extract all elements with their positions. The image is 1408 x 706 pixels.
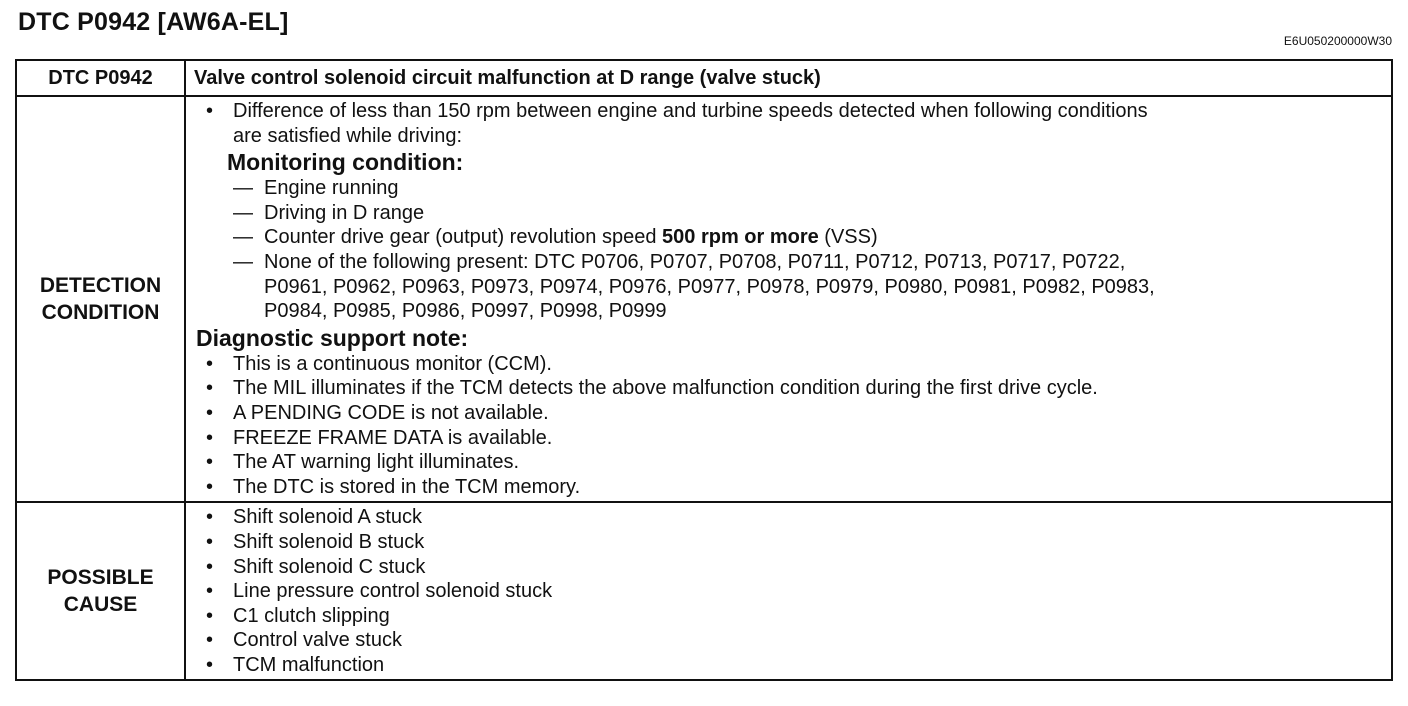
monitoring-condition-continuation: P0984, P0985, P0986, P0997, P0998, P0999 — [264, 300, 667, 323]
cause-item: • C1 clutch slipping — [196, 604, 1385, 629]
monitoring-condition-continuation: P0961, P0962, P0963, P0973, P0974, P0976, P0977, P0978, P0979, P0980, P0981, P0982, P0983, — [264, 275, 1155, 298]
detection-label-line1: DETECTION — [39, 274, 162, 298]
monitoring-condition-heading: Monitoring condition: — [227, 149, 464, 176]
cond3-text-bold: 500 rpm or more — [662, 226, 819, 249]
document-code: E6U050200000W30 — [1283, 34, 1392, 48]
monitoring-condition-item — [196, 225, 1385, 250]
cause-item: • TCM malfunction — [196, 653, 1385, 678]
monitoring-condition-item: — None of the following present: DTC P0706, P0707, P0708, P0711, P0712, P0713, P0717, P0722, — [196, 250, 1385, 275]
intro-continuation: are satisfied while driving: — [233, 124, 462, 147]
dtc-code-cell: DTC P0942 — [16, 60, 185, 96]
possible-cause-label — [16, 502, 185, 680]
table-header-row — [16, 60, 1392, 96]
cause-item: • Shift solenoid A stuck — [196, 505, 1385, 530]
detection-condition-label — [16, 96, 185, 502]
cause-item: • Shift solenoid B stuck — [196, 530, 1385, 555]
detection-condition-content — [185, 96, 1392, 502]
diagnostic-support-heading: Diagnostic support note: — [196, 324, 469, 351]
support-note-item: • A PENDING CODE is not available. — [196, 401, 1385, 426]
page-title: DTC P0942 [AW6A-EL] — [18, 8, 289, 36]
cond3-text-post: (VSS) — [818, 226, 878, 249]
cause-label-line2: CAUSE — [63, 593, 138, 617]
cause-item: • Shift solenoid C stuck — [196, 555, 1385, 580]
support-note-item: • The DTC is stored in the TCM memory. — [196, 475, 1385, 500]
cond3-text-pre: Counter drive gear (output) revolution speed — [264, 226, 663, 249]
possible-cause-content — [185, 502, 1392, 680]
monitoring-condition-item: — Engine running — [196, 176, 1385, 201]
detection-label-line2: CONDITION — [41, 301, 160, 325]
support-note-item: • FREEZE FRAME DATA is available. — [196, 426, 1385, 451]
intro-bullet: • Difference of less than 150 rpm between engine and turbine speeds detected when following conditions — [196, 99, 1385, 124]
dtc-description-cell: Valve control solenoid circuit malfunction at D range (valve stuck) — [185, 60, 1392, 96]
dtc-table — [15, 59, 1393, 681]
detection-condition-row — [16, 96, 1392, 502]
cause-label-line1: POSSIBLE — [47, 566, 154, 590]
monitoring-condition-item: — Driving in D range — [196, 201, 1385, 226]
support-note-item: • The MIL illuminates if the TCM detects the above malfunction condition during the first drive cycle. — [196, 376, 1385, 401]
cause-item: • Line pressure control solenoid stuck — [196, 579, 1385, 604]
cause-item: • Control valve stuck — [196, 628, 1385, 653]
support-note-item: • This is a continuous monitor (CCM). — [196, 352, 1385, 377]
support-note-item: • The AT warning light illuminates. — [196, 450, 1385, 475]
possible-cause-row — [16, 502, 1392, 680]
